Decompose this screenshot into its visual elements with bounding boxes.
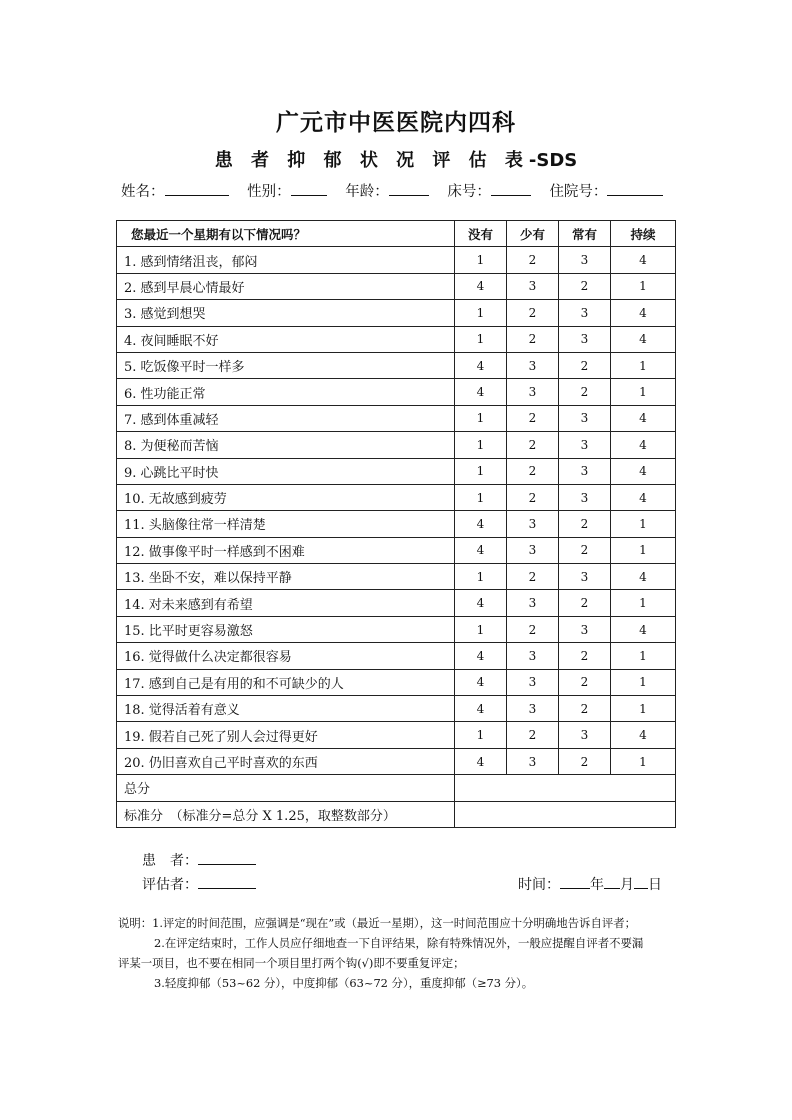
table-row: [117, 722, 676, 748]
score-cell[interactable]: 1: [455, 564, 507, 590]
score-cell[interactable]: 4: [455, 352, 507, 378]
question-text: 6. 性功能正常: [117, 379, 455, 405]
table-row: [117, 748, 676, 774]
admission-blank[interactable]: [607, 181, 663, 196]
score-cell[interactable]: 4: [611, 432, 676, 458]
score-cell[interactable]: 4: [455, 537, 507, 563]
age-field[interactable]: [345, 180, 429, 201]
score-cell[interactable]: 1: [455, 405, 507, 431]
score-cell[interactable]: 2: [507, 564, 559, 590]
question-text: 1. 感到情绪沮丧，郁闷: [117, 247, 455, 273]
score-cell[interactable]: 3: [559, 326, 611, 352]
assessor-signature-label: 评估者：: [142, 877, 198, 893]
month-blank[interactable]: [604, 874, 620, 889]
form-title-main: 患 者 抑 郁 状 况 评 估 表: [214, 150, 529, 171]
note-line-1: 说明：1.评定的时间范围，应强调是“现在”或（最近一星期），这一时间范围应十分明确地告诉自评者；: [118, 916, 637, 930]
score-cell[interactable]: 1: [455, 326, 507, 352]
table-row: [117, 247, 676, 273]
score-cell[interactable]: 1: [611, 643, 676, 669]
score-cell[interactable]: 4: [455, 669, 507, 695]
question-text: 19. 假若自己死了别人会过得更好: [117, 722, 455, 748]
gender-label: 性别：: [247, 184, 291, 200]
score-cell[interactable]: 2: [559, 537, 611, 563]
header-none: 没有: [455, 221, 507, 247]
question-text: 12. 做事像平时一样感到不困难: [117, 537, 455, 563]
score-cell[interactable]: 2: [559, 379, 611, 405]
table-row: [117, 352, 676, 378]
score-cell[interactable]: 3: [507, 511, 559, 537]
notes-section: [118, 913, 678, 993]
score-cell[interactable]: 2: [507, 432, 559, 458]
table-row: [117, 669, 676, 695]
header-rarely: 少有: [507, 221, 559, 247]
sds-table: [116, 220, 676, 828]
bed-label: 床号：: [447, 184, 491, 200]
question-text: 5. 吃饭像平时一样多: [117, 352, 455, 378]
score-cell[interactable]: 3: [559, 405, 611, 431]
score-cell[interactable]: 4: [455, 643, 507, 669]
score-cell[interactable]: 2: [507, 458, 559, 484]
question-text: 10. 无故感到疲劳: [117, 484, 455, 510]
score-cell[interactable]: 3: [559, 300, 611, 326]
age-label: 年龄：: [345, 184, 389, 200]
table-row: [117, 326, 676, 352]
score-cell[interactable]: 2: [559, 590, 611, 616]
day-label: 日: [648, 877, 662, 893]
score-cell[interactable]: 4: [611, 300, 676, 326]
question-text: 4. 夜间睡眠不好: [117, 326, 455, 352]
standard-score-cell[interactable]: [455, 801, 676, 827]
score-cell[interactable]: 1: [611, 669, 676, 695]
score-cell[interactable]: 1: [611, 352, 676, 378]
score-cell[interactable]: 1: [455, 247, 507, 273]
score-cell[interactable]: 3: [559, 432, 611, 458]
score-cell[interactable]: 1: [611, 696, 676, 722]
note-line-2: 2.在评定结束时，工作人员应仔细地查一下自评结果，除有特殊情况外，一般应提醒自评者不要漏: [154, 936, 644, 950]
month-label: 月: [620, 877, 634, 893]
table-header-row: [117, 221, 676, 247]
score-cell[interactable]: 4: [611, 616, 676, 642]
score-cell[interactable]: 3: [507, 273, 559, 299]
table-row: [117, 564, 676, 590]
score-cell[interactable]: 4: [455, 696, 507, 722]
name-field[interactable]: [121, 180, 229, 201]
table-row: [117, 300, 676, 326]
table-row: [117, 696, 676, 722]
score-cell[interactable]: 1: [455, 300, 507, 326]
patient-signature-row: [142, 850, 662, 874]
table-row: [117, 616, 676, 642]
year-label: 年: [590, 877, 604, 893]
question-text: 15. 比平时更容易激怒: [117, 616, 455, 642]
score-cell[interactable]: 4: [611, 484, 676, 510]
score-cell[interactable]: 3: [507, 537, 559, 563]
score-cell[interactable]: 4: [455, 379, 507, 405]
score-cell[interactable]: 1: [455, 458, 507, 484]
score-cell[interactable]: 3: [507, 748, 559, 774]
year-blank[interactable]: [560, 874, 590, 889]
table-row: [117, 643, 676, 669]
score-cell[interactable]: 2: [559, 748, 611, 774]
table-row: [117, 511, 676, 537]
score-cell[interactable]: 2: [507, 326, 559, 352]
question-text: 2. 感到早晨心情最好: [117, 273, 455, 299]
name-blank[interactable]: [165, 181, 229, 196]
score-cell[interactable]: 3: [559, 247, 611, 273]
day-blank[interactable]: [634, 874, 648, 889]
sds-table-body: [117, 247, 676, 775]
score-cell[interactable]: 2: [559, 643, 611, 669]
header-always: 持续: [611, 221, 676, 247]
patient-info-row: [121, 180, 681, 201]
signature-section: [142, 850, 662, 898]
question-text: 18. 觉得活着有意义: [117, 696, 455, 722]
question-text: 11. 头脑像往常一样清楚: [117, 511, 455, 537]
score-cell[interactable]: 2: [507, 484, 559, 510]
score-cell[interactable]: 1: [455, 616, 507, 642]
score-cell[interactable]: 1: [611, 590, 676, 616]
assessor-signature-row: [142, 874, 662, 898]
score-cell[interactable]: 1: [455, 722, 507, 748]
score-cell[interactable]: 1: [611, 537, 676, 563]
score-cell[interactable]: 4: [611, 247, 676, 273]
score-cell[interactable]: 1: [611, 379, 676, 405]
score-cell[interactable]: 2: [559, 669, 611, 695]
total-value-cell[interactable]: [455, 775, 676, 801]
score-cell[interactable]: 3: [507, 352, 559, 378]
score-cell[interactable]: 4: [611, 405, 676, 431]
score-cell[interactable]: 1: [611, 273, 676, 299]
score-cell[interactable]: 1: [611, 511, 676, 537]
time-label: 时间：: [518, 877, 560, 893]
table-row: [117, 458, 676, 484]
form-title-suffix: -SDS: [528, 150, 578, 171]
score-cell[interactable]: 2: [559, 511, 611, 537]
score-cell[interactable]: 3: [507, 669, 559, 695]
table-row: [117, 405, 676, 431]
question-text: 7. 感到体重减轻: [117, 405, 455, 431]
time-field: [518, 874, 662, 894]
name-label: 姓名：: [121, 184, 165, 200]
table-row: [117, 379, 676, 405]
score-cell[interactable]: 2: [507, 300, 559, 326]
score-cell[interactable]: 4: [611, 458, 676, 484]
assessor-signature-blank[interactable]: [198, 874, 256, 889]
standard-score-label: 标准分 （标准分=总分 X 1.25，取整数部分）: [117, 801, 455, 827]
total-label: 总分: [117, 775, 455, 801]
question-text: 16. 觉得做什么决定都很容易: [117, 643, 455, 669]
admission-field[interactable]: [549, 180, 663, 201]
age-blank[interactable]: [389, 181, 429, 196]
score-cell[interactable]: 3: [559, 722, 611, 748]
question-text: 20. 仍旧喜欢自己平时喜欢的东西: [117, 748, 455, 774]
admission-label: 住院号：: [549, 184, 608, 200]
total-row: [117, 775, 676, 801]
score-cell[interactable]: 4: [455, 590, 507, 616]
header-often: 常有: [559, 221, 611, 247]
gender-field[interactable]: [247, 180, 327, 201]
score-cell[interactable]: 3: [559, 484, 611, 510]
question-text: 3. 感觉到想哭: [117, 300, 455, 326]
gender-blank[interactable]: [291, 181, 327, 196]
score-cell[interactable]: 3: [507, 590, 559, 616]
score-cell[interactable]: 3: [507, 379, 559, 405]
table-row: [117, 590, 676, 616]
score-cell[interactable]: 2: [559, 273, 611, 299]
score-cell[interactable]: 2: [559, 696, 611, 722]
score-cell[interactable]: 3: [559, 458, 611, 484]
score-cell[interactable]: 3: [507, 643, 559, 669]
question-text: 8. 为便秘而苦恼: [117, 432, 455, 458]
score-cell[interactable]: 3: [559, 564, 611, 590]
score-cell[interactable]: 4: [611, 326, 676, 352]
note-line-4: 3.轻度抑郁（53~62 分），中度抑郁（63~72 分），重度抑郁（≥73 分）。: [154, 976, 534, 990]
table-row: [117, 273, 676, 299]
score-cell[interactable]: 2: [507, 722, 559, 748]
score-cell[interactable]: 2: [507, 247, 559, 273]
bed-field[interactable]: [447, 180, 531, 201]
score-cell[interactable]: 2: [559, 352, 611, 378]
standard-score-row: [117, 801, 676, 827]
table-row: [117, 484, 676, 510]
score-cell[interactable]: 4: [455, 748, 507, 774]
patient-signature-label: 患 者：: [142, 853, 198, 869]
score-cell[interactable]: 3: [559, 616, 611, 642]
question-text: 14. 对未来感到有希望: [117, 590, 455, 616]
score-cell[interactable]: 1: [455, 432, 507, 458]
score-cell[interactable]: 4: [455, 273, 507, 299]
table-row: [117, 432, 676, 458]
question-text: 13. 坐卧不安，难以保持平静: [117, 564, 455, 590]
hospital-title: 广元市中医医院内四科: [276, 110, 516, 136]
score-cell[interactable]: 3: [507, 696, 559, 722]
note-line-3: 评某一项目，也不要在相同一个项目里打两个钩(√)即不要重复评定；: [118, 956, 465, 970]
score-cell[interactable]: 1: [611, 748, 676, 774]
question-header: 您最近一个星期有以下情况吗？: [117, 221, 455, 247]
table-row: [117, 537, 676, 563]
score-cell[interactable]: 4: [455, 511, 507, 537]
bed-blank[interactable]: [491, 181, 531, 196]
question-text: 9. 心跳比平时快: [117, 458, 455, 484]
score-cell[interactable]: 4: [611, 564, 676, 590]
score-cell[interactable]: 2: [507, 616, 559, 642]
score-cell[interactable]: 1: [455, 484, 507, 510]
score-cell[interactable]: 4: [611, 722, 676, 748]
form-title: [0, 146, 792, 172]
question-text: 17. 感到自己是有用的和不可缺少的人: [117, 669, 455, 695]
patient-signature-blank[interactable]: [198, 850, 256, 865]
score-cell[interactable]: 2: [507, 405, 559, 431]
